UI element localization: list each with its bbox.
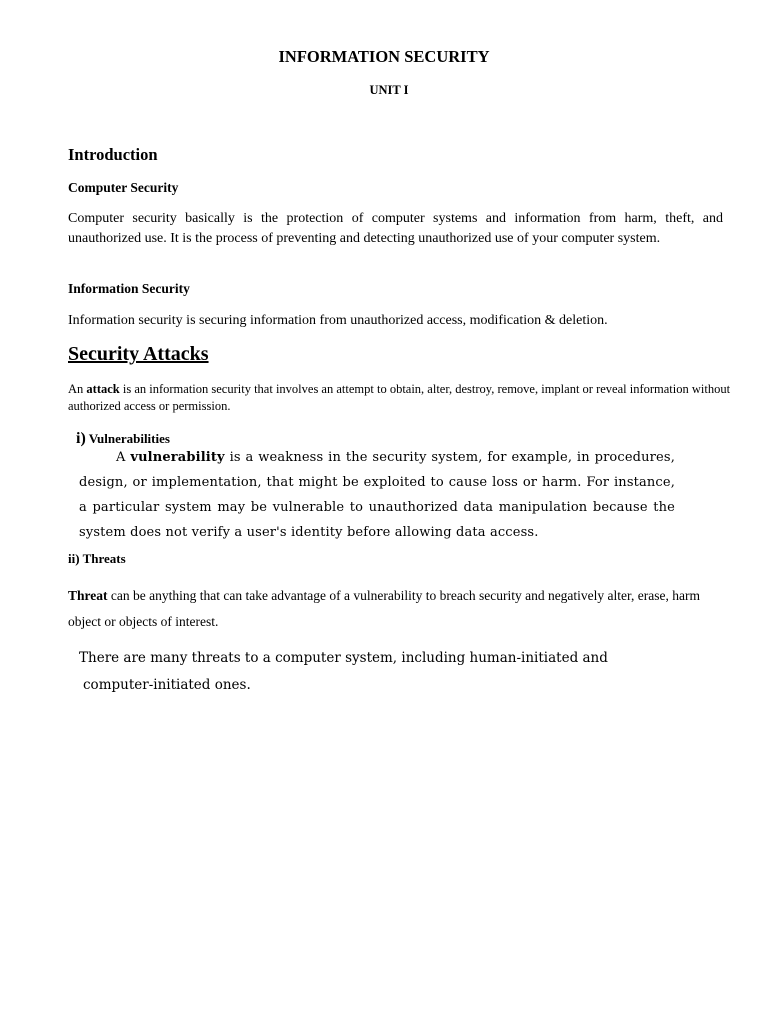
attack-term: attack	[86, 382, 120, 396]
information-security-heading: Information Security	[68, 281, 190, 296]
vulnerabilities-heading-text: Vulnerabilities	[88, 431, 170, 446]
attack-intro-rest: is an information security that involves an attempt to obtain, alter, destroy, remove, implant or reveal information without authorized access or permission.	[68, 382, 731, 413]
threat-term: Threat	[68, 588, 108, 603]
threat-definition-paragraph	[68, 583, 728, 635]
threat-rest: can be anything that can take advantage of a vulnerability to breach security and negatively alter, erase, harm object or objects of interest.	[68, 588, 700, 629]
vulnerability-paragraph	[79, 445, 675, 545]
attack-definition-paragraph	[68, 381, 733, 415]
unit-label: UNIT I	[369, 83, 409, 97]
many-threats-line-1: There are many threats to a computer system, including human-initiated and	[79, 650, 608, 666]
computer-security-heading: Computer Security	[68, 180, 179, 195]
vulnerabilities-numeral: i)	[76, 430, 86, 447]
information-security-paragraph: Information security is securing information from unauthorized access, modification & deletion.	[68, 313, 608, 328]
vulnerability-term: vulnerability	[130, 450, 225, 465]
computer-security-paragraph: Computer security basically is the protection of computer systems and information from harm, theft, and unauthorized use. It is the process of preventing and detecting unauthorized use of your computer system.	[68, 211, 723, 246]
many-threats-paragraph	[79, 645, 679, 699]
vulnerability-rest: is a weakness in the security system, for example, in procedures, design, or implementation, that might be exploited to cause loss or harm. For instance, a particular system may be vulnerable to unauthorized data manipulation because the system does not verify a user's identity before allowing data access.	[79, 450, 675, 540]
document-title: INFORMATION SECURITY	[278, 47, 490, 66]
attack-intro-prefix: An	[68, 382, 87, 396]
threats-heading: ii) Threats	[68, 551, 126, 566]
vulnerability-prefix: A	[116, 450, 131, 465]
security-attacks-heading: Security Attacks	[68, 343, 209, 365]
introduction-heading: Introduction	[68, 145, 158, 164]
many-threats-line-2: computer-initiated ones.	[83, 677, 251, 693]
